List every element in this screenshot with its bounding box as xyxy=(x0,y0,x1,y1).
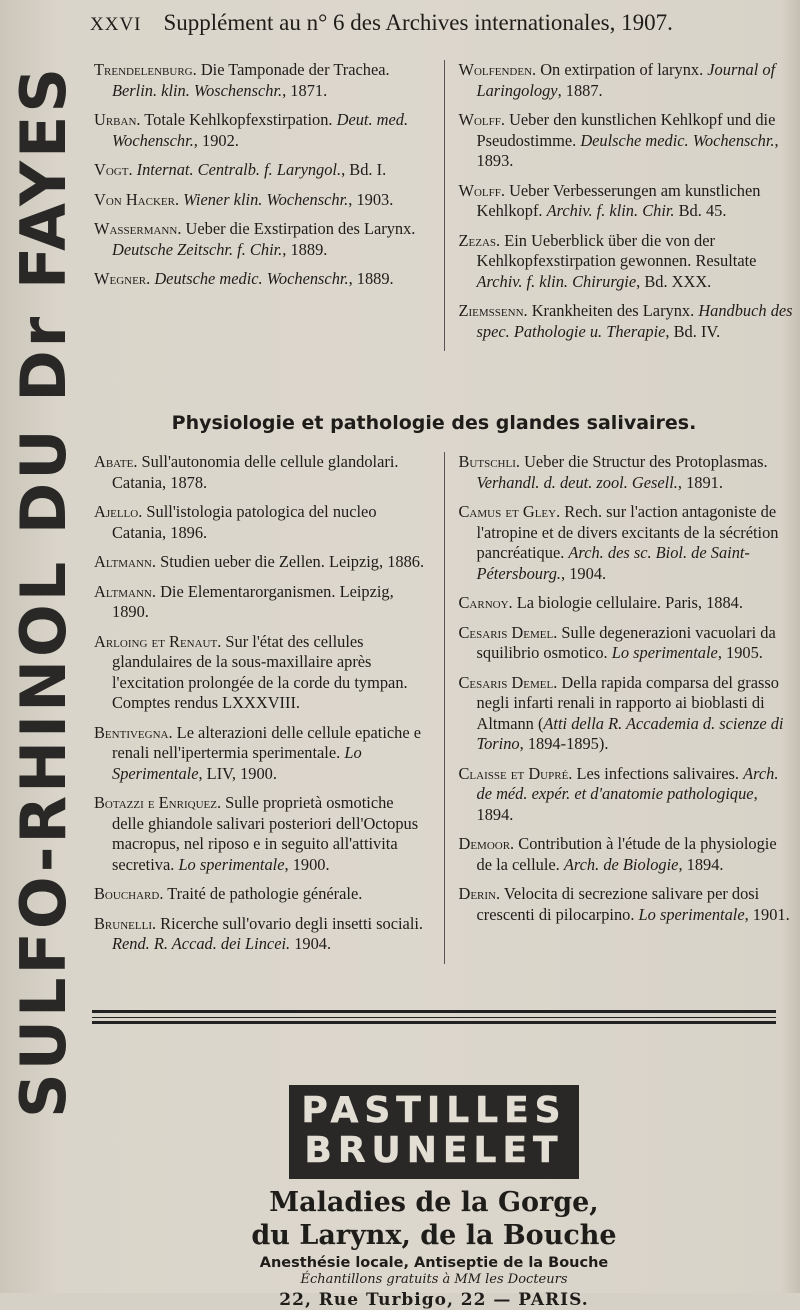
reference-author: Wolff. xyxy=(458,180,505,200)
reference-tail: , 1901. xyxy=(744,904,790,924)
reference-author: Claisse et Dupré. xyxy=(458,763,573,783)
reference-text: Ueber die Exstirpation des Larynx. xyxy=(181,219,416,238)
reference-text: Les infections salivaires. xyxy=(572,763,744,783)
reference-text: Krankheiten des Larynx. xyxy=(527,301,699,320)
references-top-right xyxy=(444,60,795,351)
references-top-left xyxy=(94,60,430,351)
reference-author: Botazzi e Enriquez. xyxy=(94,793,222,812)
reference-entry xyxy=(94,269,430,290)
reference-author: Derin. xyxy=(458,884,501,903)
divider-rule xyxy=(92,1010,776,1013)
reference-entry xyxy=(94,793,430,875)
running-header xyxy=(90,10,770,44)
reference-text: Contribution à l'étude de la physiologie de la cellule. xyxy=(476,834,777,874)
reference-entry xyxy=(94,452,430,493)
reference-journal: Deut. med. Wochenschr. xyxy=(112,110,409,150)
reference-text: La biologie cellulaire. Paris, 1884. xyxy=(512,593,743,612)
reference-text: Totale Kehlkopfexstirpation. xyxy=(140,110,337,129)
section-title: Physiologie et pathologie des glandes salivaires. xyxy=(171,412,697,434)
reference-author: Demoor. xyxy=(458,834,515,853)
reference-tail: , 1887. xyxy=(557,80,603,100)
reference-entry xyxy=(459,884,795,925)
reference-entry xyxy=(94,160,430,181)
reference-tail: , 1889. xyxy=(282,239,328,259)
reference-author: Camus et Gley. xyxy=(458,502,561,521)
reference-entry xyxy=(94,884,430,905)
reference-entry xyxy=(94,190,430,211)
reference-journal: Lo sperimentale xyxy=(611,643,718,662)
side-advertisement-banner xyxy=(7,36,81,1146)
ad-logo-line-2: BRUNELET xyxy=(304,1130,564,1171)
reference-text: Sulle degenerazioni vacuolari da squilibrio osmotico. xyxy=(476,622,776,662)
reference-entry xyxy=(459,764,795,826)
reference-journal: Arch. des sc. Biol. de Saint-Pétersbourg. xyxy=(476,543,750,583)
reference-text: Velocita di secrezione salivare per dosi crescenti di pilocarpino. xyxy=(476,884,760,924)
reference-entry xyxy=(459,593,795,614)
reference-tail: , 1904. xyxy=(561,563,607,583)
reference-author: Vogt. xyxy=(94,160,133,179)
reference-journal: Deutsche Zeitschr. f. Chir. xyxy=(112,239,283,259)
reference-text: Sull'istologia patologica del nucleo Catania, 1896. xyxy=(112,502,377,542)
reference-journal: Archiv. f. klin. Chirurgie xyxy=(476,271,637,291)
reference-journal: Wiener klin. Wochenschr. xyxy=(183,189,349,209)
reference-entry xyxy=(459,452,795,493)
reference-author: Bentivegna. xyxy=(94,722,173,742)
reference-tail: , 1893. xyxy=(476,130,779,170)
reference-tail: , LIV, 1900. xyxy=(198,763,277,783)
reference-text: Die Tamponade der Trachea. xyxy=(196,60,390,79)
reference-journal: Arch. de Biologie xyxy=(563,854,679,874)
divider-rule-thin xyxy=(92,1017,776,1018)
reference-text: Ein Ueberblick über die von der Kehlkopfexstirpation gewonnen. Resultate xyxy=(476,230,757,270)
reference-author: Arloing et Renaut. xyxy=(94,631,222,651)
reference-entry xyxy=(94,723,430,785)
reference-entry xyxy=(459,301,795,342)
reference-journal: Journal of Laringology xyxy=(476,60,776,100)
reference-author: Brunelli. xyxy=(94,913,157,933)
reference-tail: , 1902. xyxy=(193,130,239,150)
reference-journal: Deutsche medic. Wochenschr. xyxy=(154,269,349,288)
reference-entry xyxy=(459,623,795,664)
reference-journal: Berlin. klin. Woschenschr. xyxy=(112,80,283,100)
reference-author: Zezas. xyxy=(458,230,501,250)
reference-journal: Verhandl. d. deut. zool. Gesell. xyxy=(476,472,678,492)
page-number: XXVI xyxy=(90,14,142,35)
ad-subtitle: Anesthésie locale, Antiseptie de la Bouche xyxy=(259,1255,609,1271)
reference-tail: , 1894-1895). xyxy=(519,734,609,753)
reference-tail: , 1903. xyxy=(348,189,394,209)
reference-author: Wolff. xyxy=(458,110,505,129)
reference-author: Wolfenden. xyxy=(458,60,537,79)
reference-text: Ueber Verbesserungen am kunstlichen Kehlkopf. xyxy=(476,180,761,220)
reference-author: Urban. xyxy=(94,110,141,129)
reference-tail: , 1871. xyxy=(282,80,328,100)
reference-author: Ziemssenn. xyxy=(458,301,528,320)
reference-tail: 1904. xyxy=(290,934,332,953)
reference-entry xyxy=(94,502,430,543)
reference-author: Von Hacker. xyxy=(94,189,180,209)
side-banner-text: SULFO-RHINOL DU Dr FAYES xyxy=(7,64,81,1118)
references-bottom xyxy=(94,452,794,964)
reference-journal: Archiv. f. klin. Chir. xyxy=(546,201,675,220)
reference-author: Trendelenburg. xyxy=(94,60,197,79)
reference-text: Sur l'état des cellules glandulaires de la sous-maxillaire après l'excitation prolongée de la corde du tympan. Comptes rendus LXXXVIII. xyxy=(112,631,408,712)
reference-author: Altmann. xyxy=(94,581,156,601)
reference-tail: , 1891. xyxy=(677,472,723,492)
reference-journal: Lo sperimentale xyxy=(638,904,745,924)
reference-author: Wassermann. xyxy=(94,219,182,238)
header-title: Supplément au n° 6 des Archives internationales, 1907. xyxy=(163,10,673,35)
reference-entry xyxy=(459,231,795,293)
reference-entry xyxy=(94,60,430,101)
reference-journal: Rend. R. Accad. dei Lincei. xyxy=(112,934,291,953)
reference-entry xyxy=(94,110,430,151)
reference-entry xyxy=(94,914,430,955)
reference-tail: , Bd. IV. xyxy=(665,321,721,341)
reference-entry xyxy=(94,219,430,260)
reference-author: Cesaris Demel. xyxy=(458,672,558,692)
reference-text: Traité de pathologie générale. xyxy=(163,884,363,903)
reference-tail: , Bd. I. xyxy=(341,160,387,179)
reference-text: Della rapida comparsa del grasso negli infarti renali in rapporto ai bioblasti di Altmann ( xyxy=(476,672,779,733)
reference-author: Bouchard. xyxy=(94,884,164,903)
reference-author: Abate. xyxy=(94,452,138,471)
reference-text: Ueber den kunstlichen Kehlkopf und die Pseudostimme. xyxy=(476,110,776,150)
reference-author: Cesaris Demel. xyxy=(458,622,558,642)
reference-tail: , 1894. xyxy=(678,854,724,874)
reference-author: Ajello. xyxy=(94,502,143,521)
reference-text: Sulle proprietà osmotiche delle ghiandole salivari posteriori dell'Octopus macropus, nel riposo e in seguito all'attivita secretiva. xyxy=(112,793,419,874)
reference-tail: , 1889. xyxy=(348,269,394,288)
ad-samples-note: Échantillons gratuits à MM les Docteurs xyxy=(300,1272,568,1287)
reference-author: Carnoy. xyxy=(458,593,513,612)
reference-text: Studien ueber die Zellen. Leipzig, 1886. xyxy=(155,552,425,571)
reference-entry xyxy=(459,181,795,222)
reference-author: Wegner. xyxy=(94,269,151,288)
ad-logo-line-1: PASTILLES xyxy=(301,1090,567,1131)
reference-journal: Internat. Centralb. f. Laryngol. xyxy=(136,160,342,179)
reference-entry xyxy=(459,60,795,101)
reference-text: Ricerche sull'ovario degli insetti sociali. xyxy=(156,913,424,933)
references-bottom-right xyxy=(444,452,795,964)
reference-entry xyxy=(94,552,430,573)
reference-text: Sull'autonomia delle cellule glandolari. Catania, 1878. xyxy=(112,452,399,492)
reference-tail: Bd. 45. xyxy=(674,201,727,220)
reference-text: Ueber die Structur des Protoplasmas. xyxy=(519,452,768,471)
reference-author: Butschli. xyxy=(458,452,520,471)
ad-logo-box xyxy=(289,1085,578,1179)
reference-entry xyxy=(459,110,795,172)
reference-text: On extirpation of larynx. xyxy=(536,60,708,79)
reference-tail: , 1900. xyxy=(284,854,330,874)
reference-text: Die Elementarorganismen. Leipzig, 1890. xyxy=(112,581,394,621)
reference-journal: Lo sperimentale xyxy=(178,854,285,874)
reference-text: Le alterazioni delle cellule epatiche e renali nell'ipertermia sperimentale. xyxy=(112,722,422,762)
references-bottom-left xyxy=(94,452,430,964)
reference-tail: , 1905. xyxy=(717,643,763,662)
references-top xyxy=(94,60,794,351)
ad-headline-1: Maladies de la Gorge, xyxy=(269,1187,599,1218)
reference-entry xyxy=(459,834,795,875)
reference-text: Rech. sur l'action antagoniste de l'atropine et de divers excitants de la sécrétion pancréatique. xyxy=(476,502,779,562)
reference-journal: Lo Sperimentale xyxy=(112,743,362,783)
advertisement xyxy=(94,1085,774,1310)
ad-address: 22, Rue Turbigo, 22 — PARIS. xyxy=(279,1290,589,1310)
reference-entry xyxy=(459,502,795,584)
reference-journal: Deulsche medic. Wochenschr. xyxy=(580,130,775,150)
reference-journal: Arch. de méd. expér. et d'anatomie pathologique xyxy=(476,763,779,803)
ad-headline-2: du Larynx, de la Bouche xyxy=(251,1220,617,1251)
reference-journal: Atti della R. Accademia d. scienze di Torino xyxy=(476,713,784,753)
reference-journal: Handbuch des spec. Pathologie u. Therapie xyxy=(476,301,793,341)
reference-entry xyxy=(94,632,430,714)
reference-tail: , Bd. XXX. xyxy=(636,271,712,291)
reference-entry xyxy=(94,582,430,623)
reference-tail: , 1894. xyxy=(476,784,758,824)
reference-entry xyxy=(459,673,795,755)
divider-rule xyxy=(92,1021,776,1024)
reference-author: Altmann. xyxy=(94,552,156,571)
